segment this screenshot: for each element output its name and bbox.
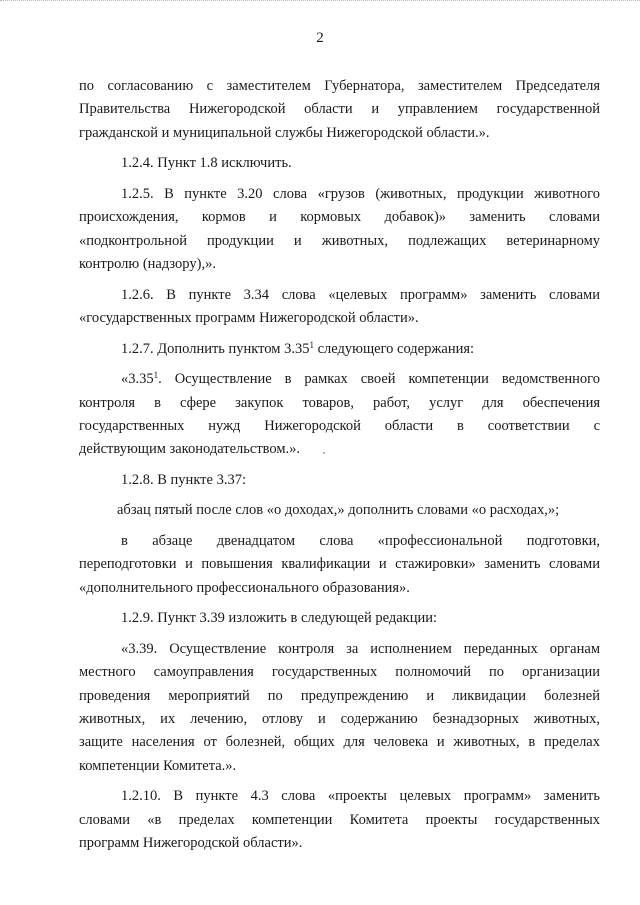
text-line: проведения мероприятий по предупреждению и ликвидации болезней	[79, 687, 600, 704]
text-line: «дополнительного профессионального образования».	[79, 579, 410, 596]
paragraph-continuation	[79, 75, 600, 145]
text-line: действующим законодательством.».	[79, 441, 301, 458]
text-line: 1.2.10. В пункте 4.3 слова «проекты целевых программ» заменить	[121, 788, 600, 805]
text-line: 1.2.5. В пункте 3.20 слова «грузов (животных, продукции животного	[121, 185, 600, 202]
page-number: 2	[316, 30, 324, 46]
text-line: по согласованию с заместителем Губернатора, заместителем Председателя	[79, 78, 600, 94]
text-line: словами «в пределах компетенции Комитета проекты государственных	[79, 811, 600, 828]
paragraph-1-2-8	[79, 469, 600, 492]
text-fragment: следующего содержания:	[313, 340, 475, 357]
paragraph-1-2-5	[79, 183, 600, 276]
text-line: местного самоуправления государственных полномочий по организации	[79, 664, 600, 681]
text-line: 1.2.6. В пункте 3.34 слова «целевых программ» заменить словами	[121, 286, 600, 303]
text-line: «подконтрольной продукции и животных, подлежащих ветеринарному	[79, 232, 600, 249]
text-line: «государственных программ Нижегородской области».	[79, 309, 419, 326]
scan-top-edge	[0, 0, 640, 1]
paragraph-quote-3-39	[79, 638, 600, 778]
paragraph-abzac-12	[79, 530, 600, 600]
text-fragment: . Осуществление в рамках своей компетенции ведомственного	[158, 371, 600, 388]
superscript: 1	[309, 339, 314, 350]
paragraph-abzac-5	[79, 499, 600, 522]
paragraph-1-2-10	[79, 785, 600, 855]
text-line: абзац пятый после слов «о доходах,» дополнить словами «о расходах,»;	[117, 502, 560, 519]
text-line: компетенции Комитета.».	[79, 757, 237, 774]
text-line: 1.2.9. Пункт 3.39 изложить в следующей редакции:	[121, 610, 438, 627]
text-line: Правительства Нижегородской области и управлением государственной	[79, 101, 600, 118]
text-fragment: 1.2.7. Дополнить пунктом 3.35	[121, 340, 310, 357]
superscript: 1	[153, 370, 159, 381]
text-line: защите населения от болезней, общих для человека и животных, в пределах	[79, 734, 600, 751]
text-line: контролю (надзору),».	[79, 255, 216, 272]
text-line: «3.39. Осуществление контроля за исполнением переданных органам	[121, 641, 600, 658]
text-line: контроля в сфере закупок товаров, работ, услуг для обеспечения	[79, 394, 600, 411]
text-fragment: «3.35	[121, 371, 154, 388]
document-body	[79, 75, 600, 863]
paragraph-quote-3-35-1	[79, 368, 600, 461]
text-line: в абзаце двенадцатом слова «профессиональной подготовки,	[121, 533, 600, 550]
text-line-with-superscript	[79, 368, 600, 391]
text-line-with-superscript	[79, 338, 600, 361]
text-line: 1.2.8. В пункте 3.37:	[121, 471, 246, 488]
text-line: 1.2.4. Пункт 1.8 исключить.	[121, 155, 292, 172]
text-line: гражданской и муниципальной службы Нижегородской области.».	[79, 124, 490, 141]
text-line: происхождения, кормов и кормовых добавок)» заменить словами	[79, 209, 600, 226]
paragraph-1-2-6	[79, 284, 600, 331]
paragraph-1-2-4	[79, 152, 600, 175]
text-line: переподготовки и повышения квалификации и стажировки» заменить словами	[79, 556, 600, 573]
text-line: государственных нужд Нижегородской области в соответствии с	[79, 417, 600, 434]
text-line: животных, их лечению, отлову и содержанию безнадзорных животных,	[79, 711, 600, 728]
paragraph-1-2-7	[79, 338, 600, 361]
paragraph-1-2-9	[79, 607, 600, 630]
text-line: программ Нижегородской области».	[79, 834, 303, 851]
